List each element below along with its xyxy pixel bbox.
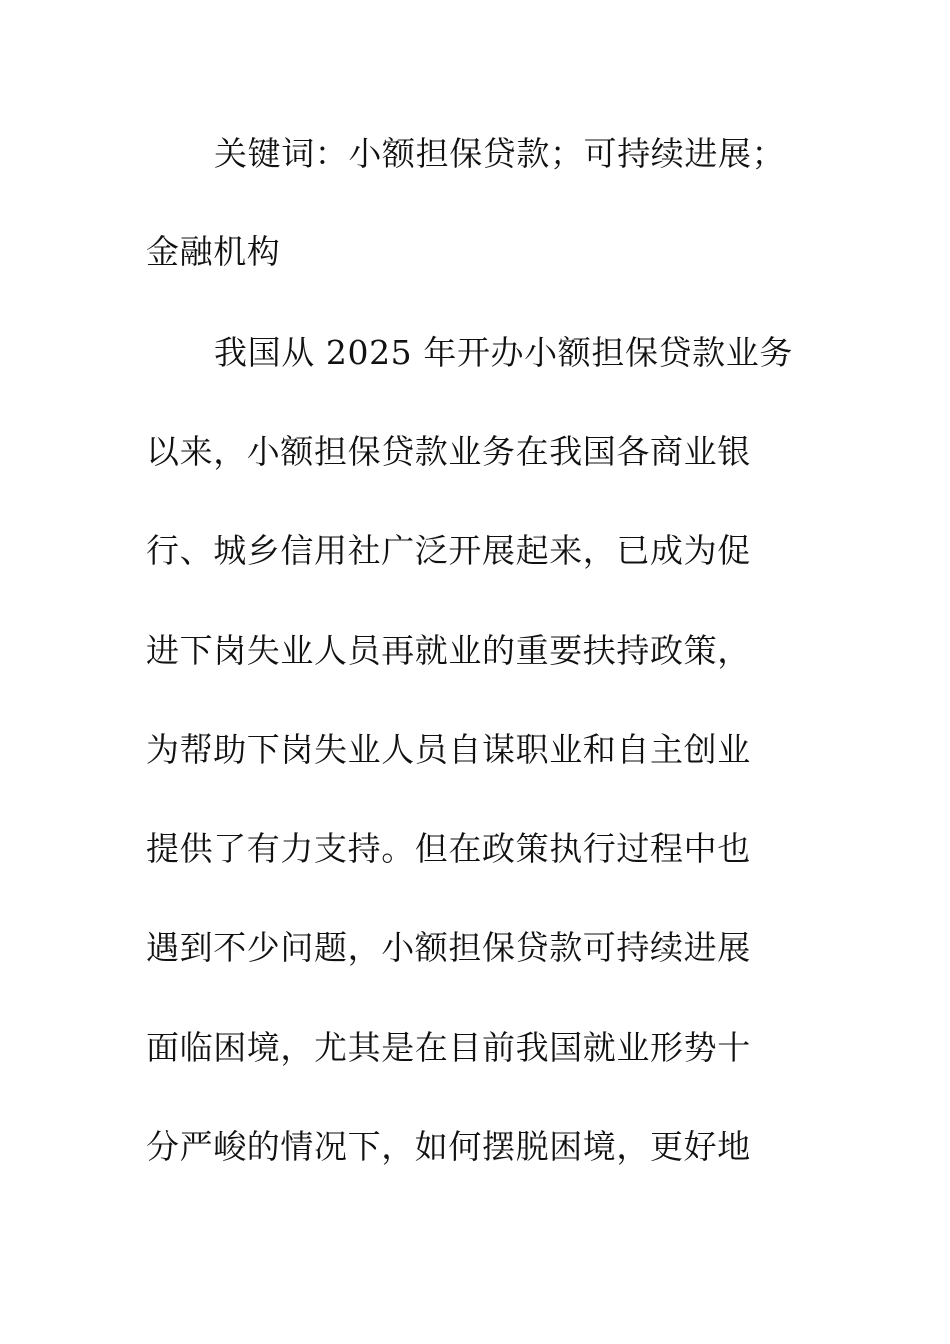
paragraph-line: 行、城乡信用社广泛开展起来，已成为促	[146, 531, 751, 570]
paragraph-line: 进下岗失业人员再就业的重要扶持政策，	[146, 631, 751, 670]
paragraph-line: 以来，小额担保贷款业务在我国各商业银	[146, 432, 751, 471]
paragraph-line: 为帮助下岗失业人员自谋职业和自主创业	[146, 730, 751, 769]
paragraph-line: 遇到不少问题，小额担保贷款可持续进展	[146, 928, 751, 967]
paragraph-line: 分严峻的情况下，如何摆脱困境，更好地	[146, 1127, 751, 1166]
paragraph-line: 提供了有力支持。但在政策执行过程中也	[146, 829, 751, 868]
keywords-line: 关键词：小额担保贷款；可持续进展；	[214, 134, 786, 173]
keywords-line-continued: 金融机构	[146, 232, 281, 271]
paragraph-line: 我国从 2025 年开办小额担保贷款业务	[214, 333, 793, 372]
paragraph-line: 面临困境，尤其是在目前我国就业形势十	[146, 1028, 751, 1067]
